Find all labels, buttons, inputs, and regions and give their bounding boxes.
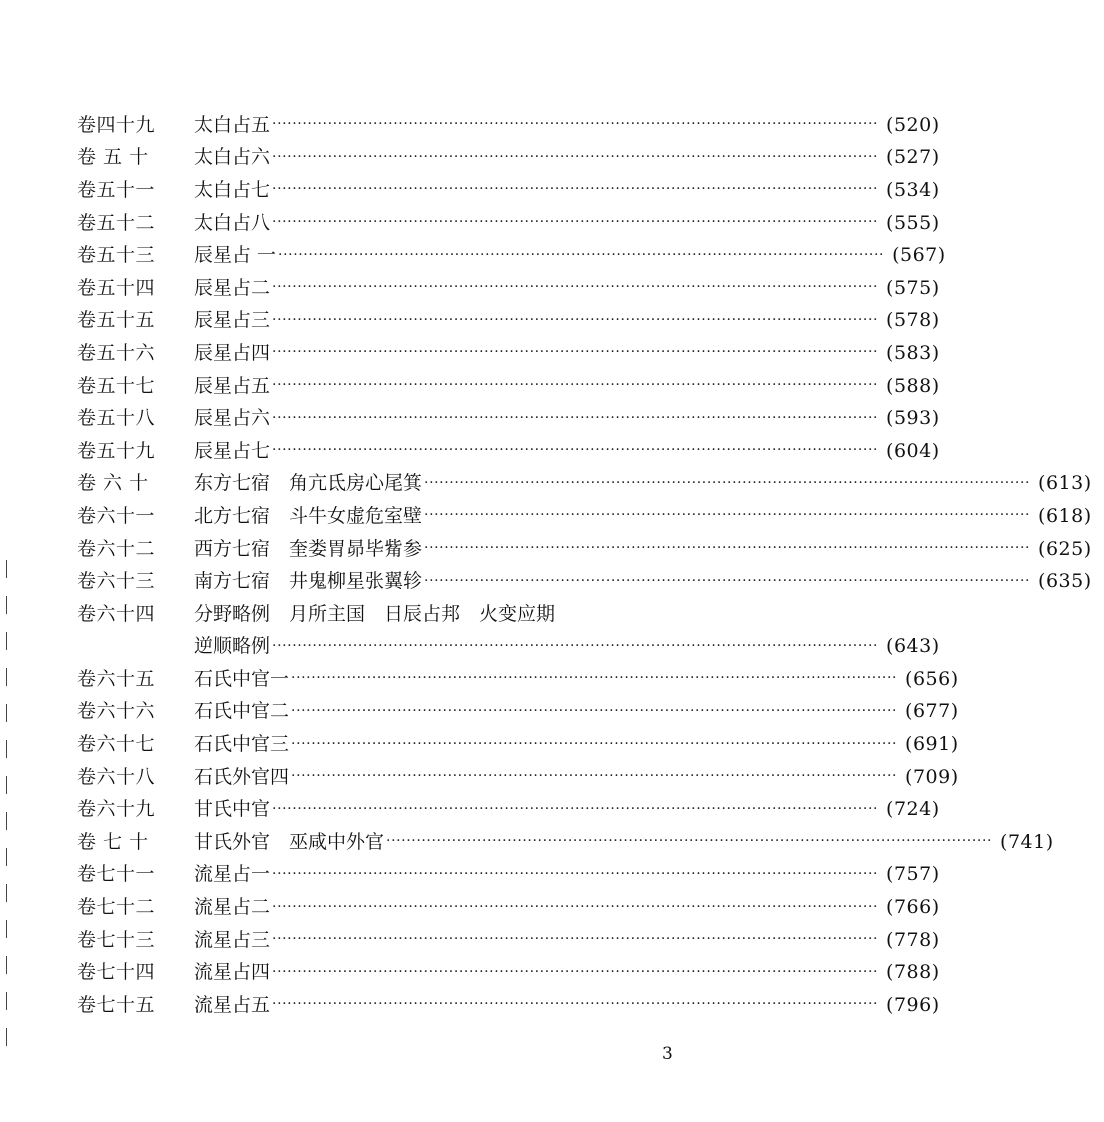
volume-label: 卷七十二	[77, 896, 156, 919]
chapter-title: 东方七宿 角亢氐房心尾箕	[194, 472, 423, 495]
dot-leader: ························································································································	[272, 996, 879, 1013]
toc-entry	[77, 305, 940, 338]
volume-label: 卷五十二	[77, 211, 156, 234]
dot-leader: ························································································································	[424, 540, 1031, 557]
margin-mark	[6, 632, 7, 650]
page-reference: (741)	[1000, 830, 1054, 853]
page-reference: (618)	[1038, 504, 1092, 527]
volume-label: 卷五十四	[77, 276, 156, 299]
toc-entry	[77, 272, 940, 305]
page-reference: (757)	[886, 863, 940, 886]
margin-mark	[6, 956, 7, 974]
margin-mark	[6, 560, 7, 578]
chapter-title: 甘氏外官 巫咸中外官	[194, 830, 385, 853]
dot-leader: ························································································································	[272, 377, 879, 394]
toc-entry	[77, 468, 1092, 501]
margin-mark	[6, 992, 7, 1010]
chapter-title: 太白占六	[194, 146, 271, 169]
dot-leader: ························································································································	[272, 898, 879, 915]
toc-entry	[77, 793, 940, 826]
page-reference: (778)	[886, 928, 940, 951]
page-reference: (677)	[905, 700, 959, 723]
dot-leader: ························································································································	[272, 181, 879, 198]
dot-leader: ························································································································	[386, 833, 993, 850]
toc-entry	[77, 370, 940, 403]
volume-label: 卷五十九	[77, 439, 156, 462]
toc-entry	[77, 728, 959, 761]
dot-leader: ························································································································	[272, 442, 879, 459]
toc-entry	[77, 631, 940, 664]
volume-label: 卷五十七	[77, 374, 156, 397]
dot-leader: ························································································································	[272, 116, 879, 133]
volume-label: 卷六十九	[77, 798, 156, 821]
dot-leader: ························································································································	[291, 768, 898, 785]
toc-entry	[77, 859, 940, 892]
volume-label: 卷六十五	[77, 667, 156, 690]
chapter-title: 西方七宿 奎娄胃昴毕觜参	[194, 537, 423, 560]
margin-mark	[6, 848, 7, 866]
dot-leader: ························································································································	[291, 735, 898, 752]
page-number: 3	[662, 1044, 673, 1064]
toc-entry	[77, 142, 940, 175]
volume-label: 卷六十一	[77, 504, 156, 527]
chapter-title: 甘氏中官	[194, 798, 271, 821]
margin-mark	[6, 740, 7, 758]
dot-leader: ························································································································	[272, 409, 879, 426]
dot-leader: ························································································································	[272, 963, 879, 980]
toc-entry	[77, 696, 959, 729]
chapter-title: 太白占八	[194, 211, 271, 234]
toc-entry	[77, 207, 940, 240]
toc-entry	[77, 891, 940, 924]
volume-label: 卷五十三	[77, 244, 156, 267]
volume-label: 卷七十五	[77, 993, 156, 1016]
dot-leader: ························································································································	[424, 572, 1031, 589]
volume-label: 卷 七 十	[77, 830, 149, 853]
page-reference: (575)	[886, 276, 940, 299]
chapter-title: 辰星占五	[194, 374, 271, 397]
chapter-title: 太白占七	[194, 178, 271, 201]
dot-leader: ························································································································	[272, 931, 879, 948]
chapter-title: 南方七宿 井鬼柳星张翼轸	[194, 570, 423, 593]
toc-entry	[77, 239, 946, 272]
volume-label: 卷六十二	[77, 537, 156, 560]
page-reference: (625)	[1038, 537, 1092, 560]
page-reference: (578)	[886, 309, 940, 332]
volume-label: 卷七十三	[77, 928, 156, 951]
volume-label: 卷五十五	[77, 309, 156, 332]
toc-entry	[77, 174, 940, 207]
page-reference: (656)	[905, 667, 959, 690]
chapter-title: 石氏中官三	[194, 733, 290, 756]
dot-leader: ························································································································	[272, 148, 879, 165]
volume-label: 卷七十四	[77, 961, 156, 984]
volume-label: 卷六十六	[77, 700, 156, 723]
dot-leader: ························································································································	[424, 507, 1031, 524]
page-reference: (766)	[886, 896, 940, 919]
dot-leader: ························································································································	[291, 702, 898, 719]
page-reference: (788)	[886, 961, 940, 984]
margin-mark	[6, 812, 7, 830]
volume-label: 卷五十一	[77, 178, 156, 201]
dot-leader: ························································································································	[272, 865, 879, 882]
page-reference: (643)	[886, 635, 940, 658]
chapter-title: 辰星占四	[194, 341, 271, 364]
page-reference: (604)	[886, 439, 940, 462]
page-reference: (588)	[886, 374, 940, 397]
dot-leader: ························································································································	[272, 637, 879, 654]
page-reference: (796)	[886, 993, 940, 1016]
dot-leader: ························································································································	[424, 474, 1031, 491]
toc-entry	[77, 924, 940, 957]
page-reference: (520)	[886, 113, 940, 136]
margin-mark	[6, 596, 7, 614]
toc-entry	[77, 337, 940, 370]
margin-mark	[6, 1028, 7, 1046]
volume-label: 卷六十八	[77, 765, 156, 788]
page-reference: (555)	[886, 211, 940, 234]
margin-mark	[6, 704, 7, 722]
toc-entry	[77, 663, 959, 696]
page-reference: (567)	[892, 244, 946, 267]
volume-label: 卷四十九	[77, 113, 156, 136]
toc-entry	[77, 565, 1092, 598]
toc-entry	[77, 989, 940, 1022]
chapter-title: 分野略例 月所主国 日辰占邦 火变应期	[194, 602, 556, 625]
chapter-title: 流星占一	[194, 863, 271, 886]
volume-label: 卷六十四	[77, 602, 156, 625]
page-reference: (534)	[886, 178, 940, 201]
dot-leader: ························································································································	[291, 670, 898, 687]
chapter-title: 流星占四	[194, 961, 271, 984]
toc-entry	[77, 533, 1092, 566]
dot-leader: ························································································································	[272, 800, 879, 817]
page-reference: (691)	[905, 733, 959, 756]
chapter-title: 辰星占六	[194, 407, 271, 430]
chapter-title: 太白占五	[194, 113, 271, 136]
toc-entry	[77, 435, 940, 468]
chapter-title: 辰星占三	[194, 309, 271, 332]
page-reference: (635)	[1038, 570, 1092, 593]
margin-marks	[6, 560, 7, 1064]
volume-label: 卷五十六	[77, 341, 156, 364]
page-reference: (527)	[886, 146, 940, 169]
dot-leader: ························································································································	[272, 214, 879, 231]
margin-mark	[6, 920, 7, 938]
chapter-title: 逆顺略例	[194, 635, 271, 658]
chapter-title: 流星占三	[194, 928, 271, 951]
chapter-title: 辰星占二	[194, 276, 271, 299]
table-of-contents	[77, 109, 1092, 1022]
toc-entry	[77, 598, 697, 631]
chapter-title: 石氏外官四	[194, 765, 290, 788]
page-reference: (724)	[886, 798, 940, 821]
chapter-title: 流星占五	[194, 993, 271, 1016]
chapter-title: 北方七宿 斗牛女虚危室壁	[194, 504, 423, 527]
dot-leader: ························································································································	[272, 279, 879, 296]
dot-leader: ························································································································	[278, 246, 885, 263]
chapter-title: 辰星占 一	[194, 244, 277, 267]
page-reference: (613)	[1038, 472, 1092, 495]
page-reference: (593)	[886, 407, 940, 430]
margin-mark	[6, 776, 7, 794]
page-reference: (583)	[886, 341, 940, 364]
page-reference: (709)	[905, 765, 959, 788]
volume-label: 卷六十七	[77, 733, 156, 756]
volume-label: 卷 五 十	[77, 146, 149, 169]
chapter-title: 流星占二	[194, 896, 271, 919]
toc-entry	[77, 402, 940, 435]
volume-label: 卷 六 十	[77, 472, 149, 495]
volume-label: 卷六十三	[77, 570, 156, 593]
toc-entry	[77, 826, 1054, 859]
dot-leader: ························································································································	[272, 344, 879, 361]
toc-entry	[77, 500, 1092, 533]
chapter-title: 石氏中官二	[194, 700, 290, 723]
toc-entry	[77, 956, 940, 989]
volume-label: 卷五十八	[77, 407, 156, 430]
margin-mark	[6, 884, 7, 902]
toc-entry	[77, 109, 940, 142]
dot-leader: ························································································································	[272, 311, 879, 328]
chapter-title: 石氏中官一	[194, 667, 290, 690]
margin-mark	[6, 668, 7, 686]
toc-entry	[77, 761, 959, 794]
volume-label: 卷七十一	[77, 863, 156, 886]
chapter-title: 辰星占七	[194, 439, 271, 462]
